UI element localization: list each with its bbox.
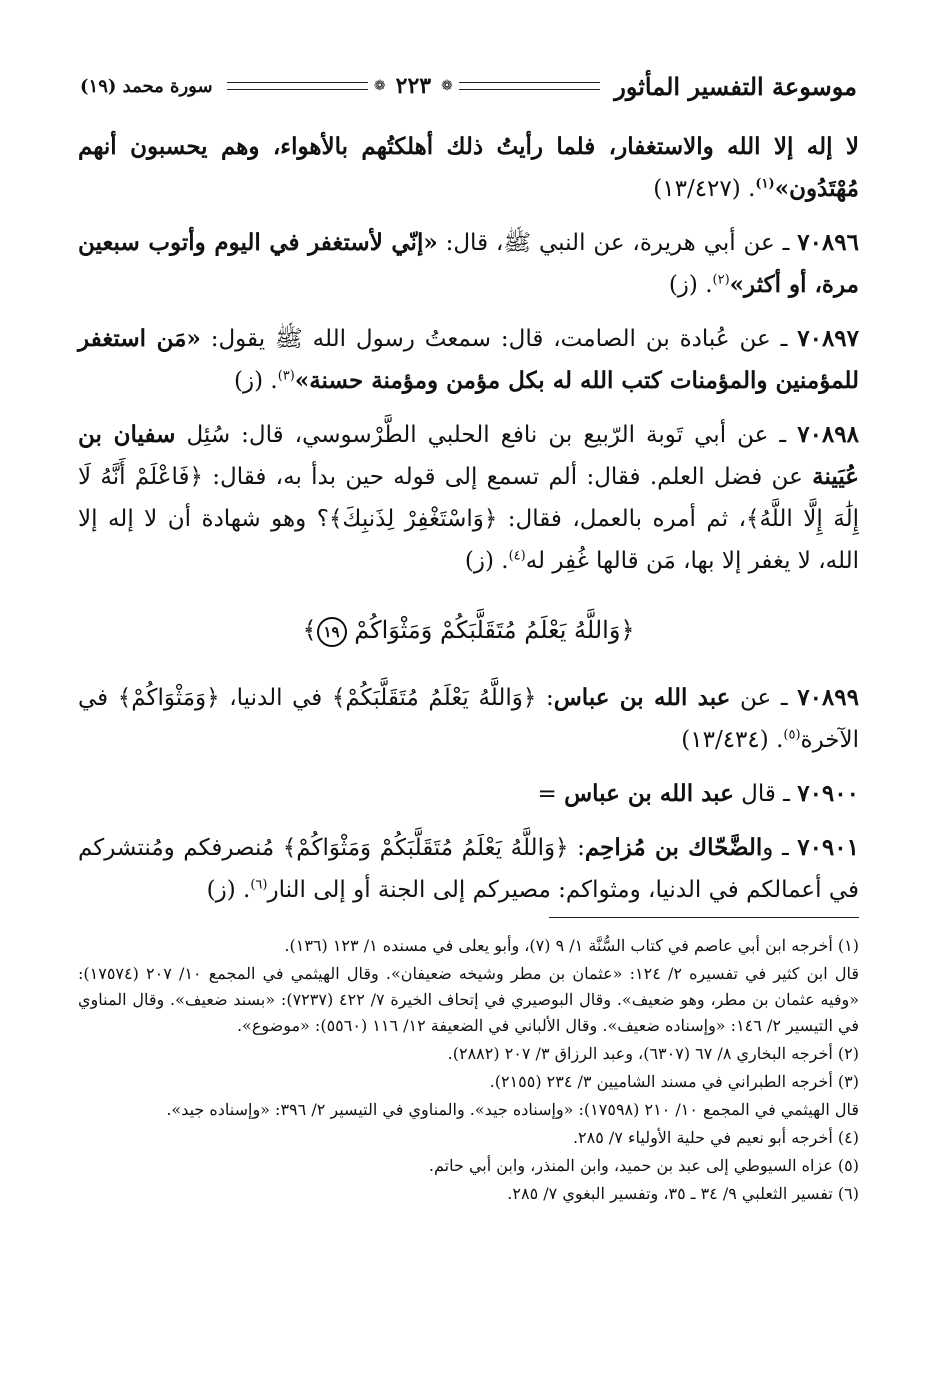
header-rule-left (227, 82, 368, 90)
paragraph-continuation: لا إله إلا الله والاستغفار، فلما رأيتُ ذلك أهلكتُهم بالأهواء، وهم يحسبون أنهم مُهْتَدُون»$^{(١)}$. (١٣/٤٢٧) (78, 133, 859, 202)
ayah-number-icon: ١٩ (317, 617, 347, 647)
footnote-ref[interactable]: (٢) (712, 272, 730, 288)
entry-number: ٧٠٨٩٦ (797, 229, 859, 256)
surah-title: سورة محمد (١٩) (80, 75, 213, 97)
entry-number: ٧٠٨٩٧ (797, 325, 860, 352)
narration-entry: ٧٠٨٩٨ ـ عن أبي تَوبة الرّبيع بن نافع الحلبي الطَّرْسوسي، قال: سُئِل سفيان بن عُيَينة عن فضل العلم. فقال: ألم تسمع إلى قوله حين بدأ به، فقال: ﴿فَاعْلَمْ أَنَّهُ لَا إِلَٰهَ إِلَّا اللَّهُ﴾، ثم أمره بالعمل، فقال: ﴿وَاسْتَغْفِرْ لِذَنبِكَ﴾؟ وهو شهادة أن لا إله إلا الله، لا يغفر إلا بها، مَن قالها غُفِر له$^{(٤)}$. (ز) (78, 421, 859, 574)
footnote-divider (549, 917, 859, 918)
footnote: (٢) أخرجه البخاري ٨/ ٦٧ (٦٣٠٧)، وعبد الرزاق ٣/ ٢٠٧ (٢٨٨٢). (447, 1044, 859, 1063)
entry-number: ٧٠٩٠٠ (797, 779, 859, 807)
footnote-ref[interactable]: (٣) (277, 368, 295, 384)
footnote: (١) أخرجه ابن أبي عاصم في كتاب السُّنَّة ١/ ٩ (٧)، وأبو يعلى في مسنده ١/ ١٢٣ (١٣٦). (284, 936, 859, 955)
narrator-name: عبد الله بن عباس (553, 683, 731, 711)
footnote: (٣) أخرجه الطبراني في مسند الشاميين ٣/ ٢٣٤ (٢١٥٥). (489, 1072, 859, 1091)
book-title-logo: موسوعة التفسير المأثور (614, 71, 857, 101)
narration-entry: ٧٠٩٠١ ـ والضَّحّاك بن مُزاحِم: ﴿وَاللَّهُ يَعْلَمُ مُتَقَلَّبَكُمْ وَمَثْوَاكُمْ﴾ مُنصرفكم ومُنتشركم في أعمالكم في الدنيا، ومثواكم: مصيركم إلى الجنة أو إلى النار$^{(٦)}$. (ز) (78, 833, 859, 903)
footnote: قال الهيثمي في المجمع ١٠/ ٢١٠ (١٧٥٩٨): «وإسناده جيد». والمناوي في التيسير ٢/ ٣٩٦: «وإسناده جيد». (166, 1100, 859, 1119)
header-rule-right (459, 82, 600, 90)
footnote-ref[interactable]: (٤) (508, 548, 526, 564)
main-text (78, 126, 859, 923)
footnote: (٦) تفسير الثعلبي ٩/ ٣٤ ـ ٣٥، وتفسير البغوي ٧/ ٢٨٥. (507, 1184, 859, 1203)
footnote-ref[interactable]: (٦) (250, 876, 268, 892)
ornament-icon: ❁ (441, 78, 453, 94)
footnotes (78, 933, 859, 1209)
narrator-name: عبد الله بن عباس (564, 779, 734, 807)
footnote: (٤) أخرجه أبو نعيم في حلية الأولياء ٧/ ٢٨٥. (572, 1128, 859, 1147)
hadith-entry: ٧٠٨٩٧ ـ عن عُبادة بن الصامت، قال: سمعتُ رسول الله ﷺ يقول: «مَن استغفر للمؤمنين والمؤمنات كتب الله له بكل مؤمن ومؤمنة حسنة»$^{(٣)}$. (ز) (78, 325, 860, 394)
entry-number: ٧٠٨٩٩ (797, 683, 859, 711)
entry-number: ٧٠٨٩٨ (797, 421, 859, 448)
page-number: ٢٢٣ (395, 73, 432, 99)
footnote-ref[interactable]: (١) (755, 176, 775, 192)
entry-number: ٧٠٩٠١ (797, 833, 859, 861)
header-ornament (227, 73, 601, 99)
footnote-ref[interactable]: (٥) (783, 726, 801, 742)
hadith-quote: «مَن استغفر للمؤمنين والمؤمنات كتب الله له بكل مؤمن ومؤمنة حسنة» (78, 325, 859, 394)
narrator-name: سفيان بن عُيَينة (78, 421, 859, 490)
footnote: (٥) عزاه السيوطي إلى عبد بن حميد، وابن المنذر، وابن أبي حاتم. (428, 1156, 859, 1175)
page-header (80, 66, 857, 106)
footnote: قال ابن كثير في تفسيره ٢/ ١٢٤: «عثمان بن مطر وشيخه ضعيفان». وقال الهيثمي في المجمع ١٠/ ٢٠٧ (١٧٥٧٤): «وفيه عثمان بن مطر، وهو ضعيف». وقال البوصيري في إتحاف الخيرة ٧/ ٤٢٢ (٧٢٣٧): «بسند ضعيف». وقال المناوي في التيسير ٢/ ١٤٦: «وإسناده ضعيف». وقال الألباني في الضعيفة ١٢/ ١١٦ (٥٥٦٠): «موضوع». (78, 964, 860, 1035)
narration-entry: ٧٠٨٩٩ ـ عن عبد الله بن عباس: ﴿وَاللَّهُ يَعْلَمُ مُتَقَلَّبَكُمْ﴾ في الدنيا، ﴿وَمَثْوَاكُمْ﴾ في الآخرة$^{(٥)}$. (١٣/٤٣٤) (78, 683, 859, 753)
narrator-name: الضَّحّاك بن مُزاحِم (584, 833, 763, 861)
narration-entry: ٧٠٩٠٠ ـ قال عبد الله بن عباس = (537, 779, 859, 807)
quran-verse-heading: ﴿وَاللَّهُ يَعْلَمُ مُتَقَلَّبَكُمْ وَمَثْوَاكُمْ ١٩﴾ (78, 616, 859, 647)
ornament-icon: ❁ (373, 78, 386, 94)
hadith-entry: ٧٠٨٩٦ ـ عن أبي هريرة، عن النبي ﷺ، قال: «إنّي لأستغفر في اليوم وأتوب سبعين مرة، أو أكثر»$^{(٢)}$. (ز) (78, 229, 859, 298)
hadith-quote: «إنّي لأستغفر في اليوم وأتوب سبعين مرة، أو أكثر» (78, 229, 859, 298)
